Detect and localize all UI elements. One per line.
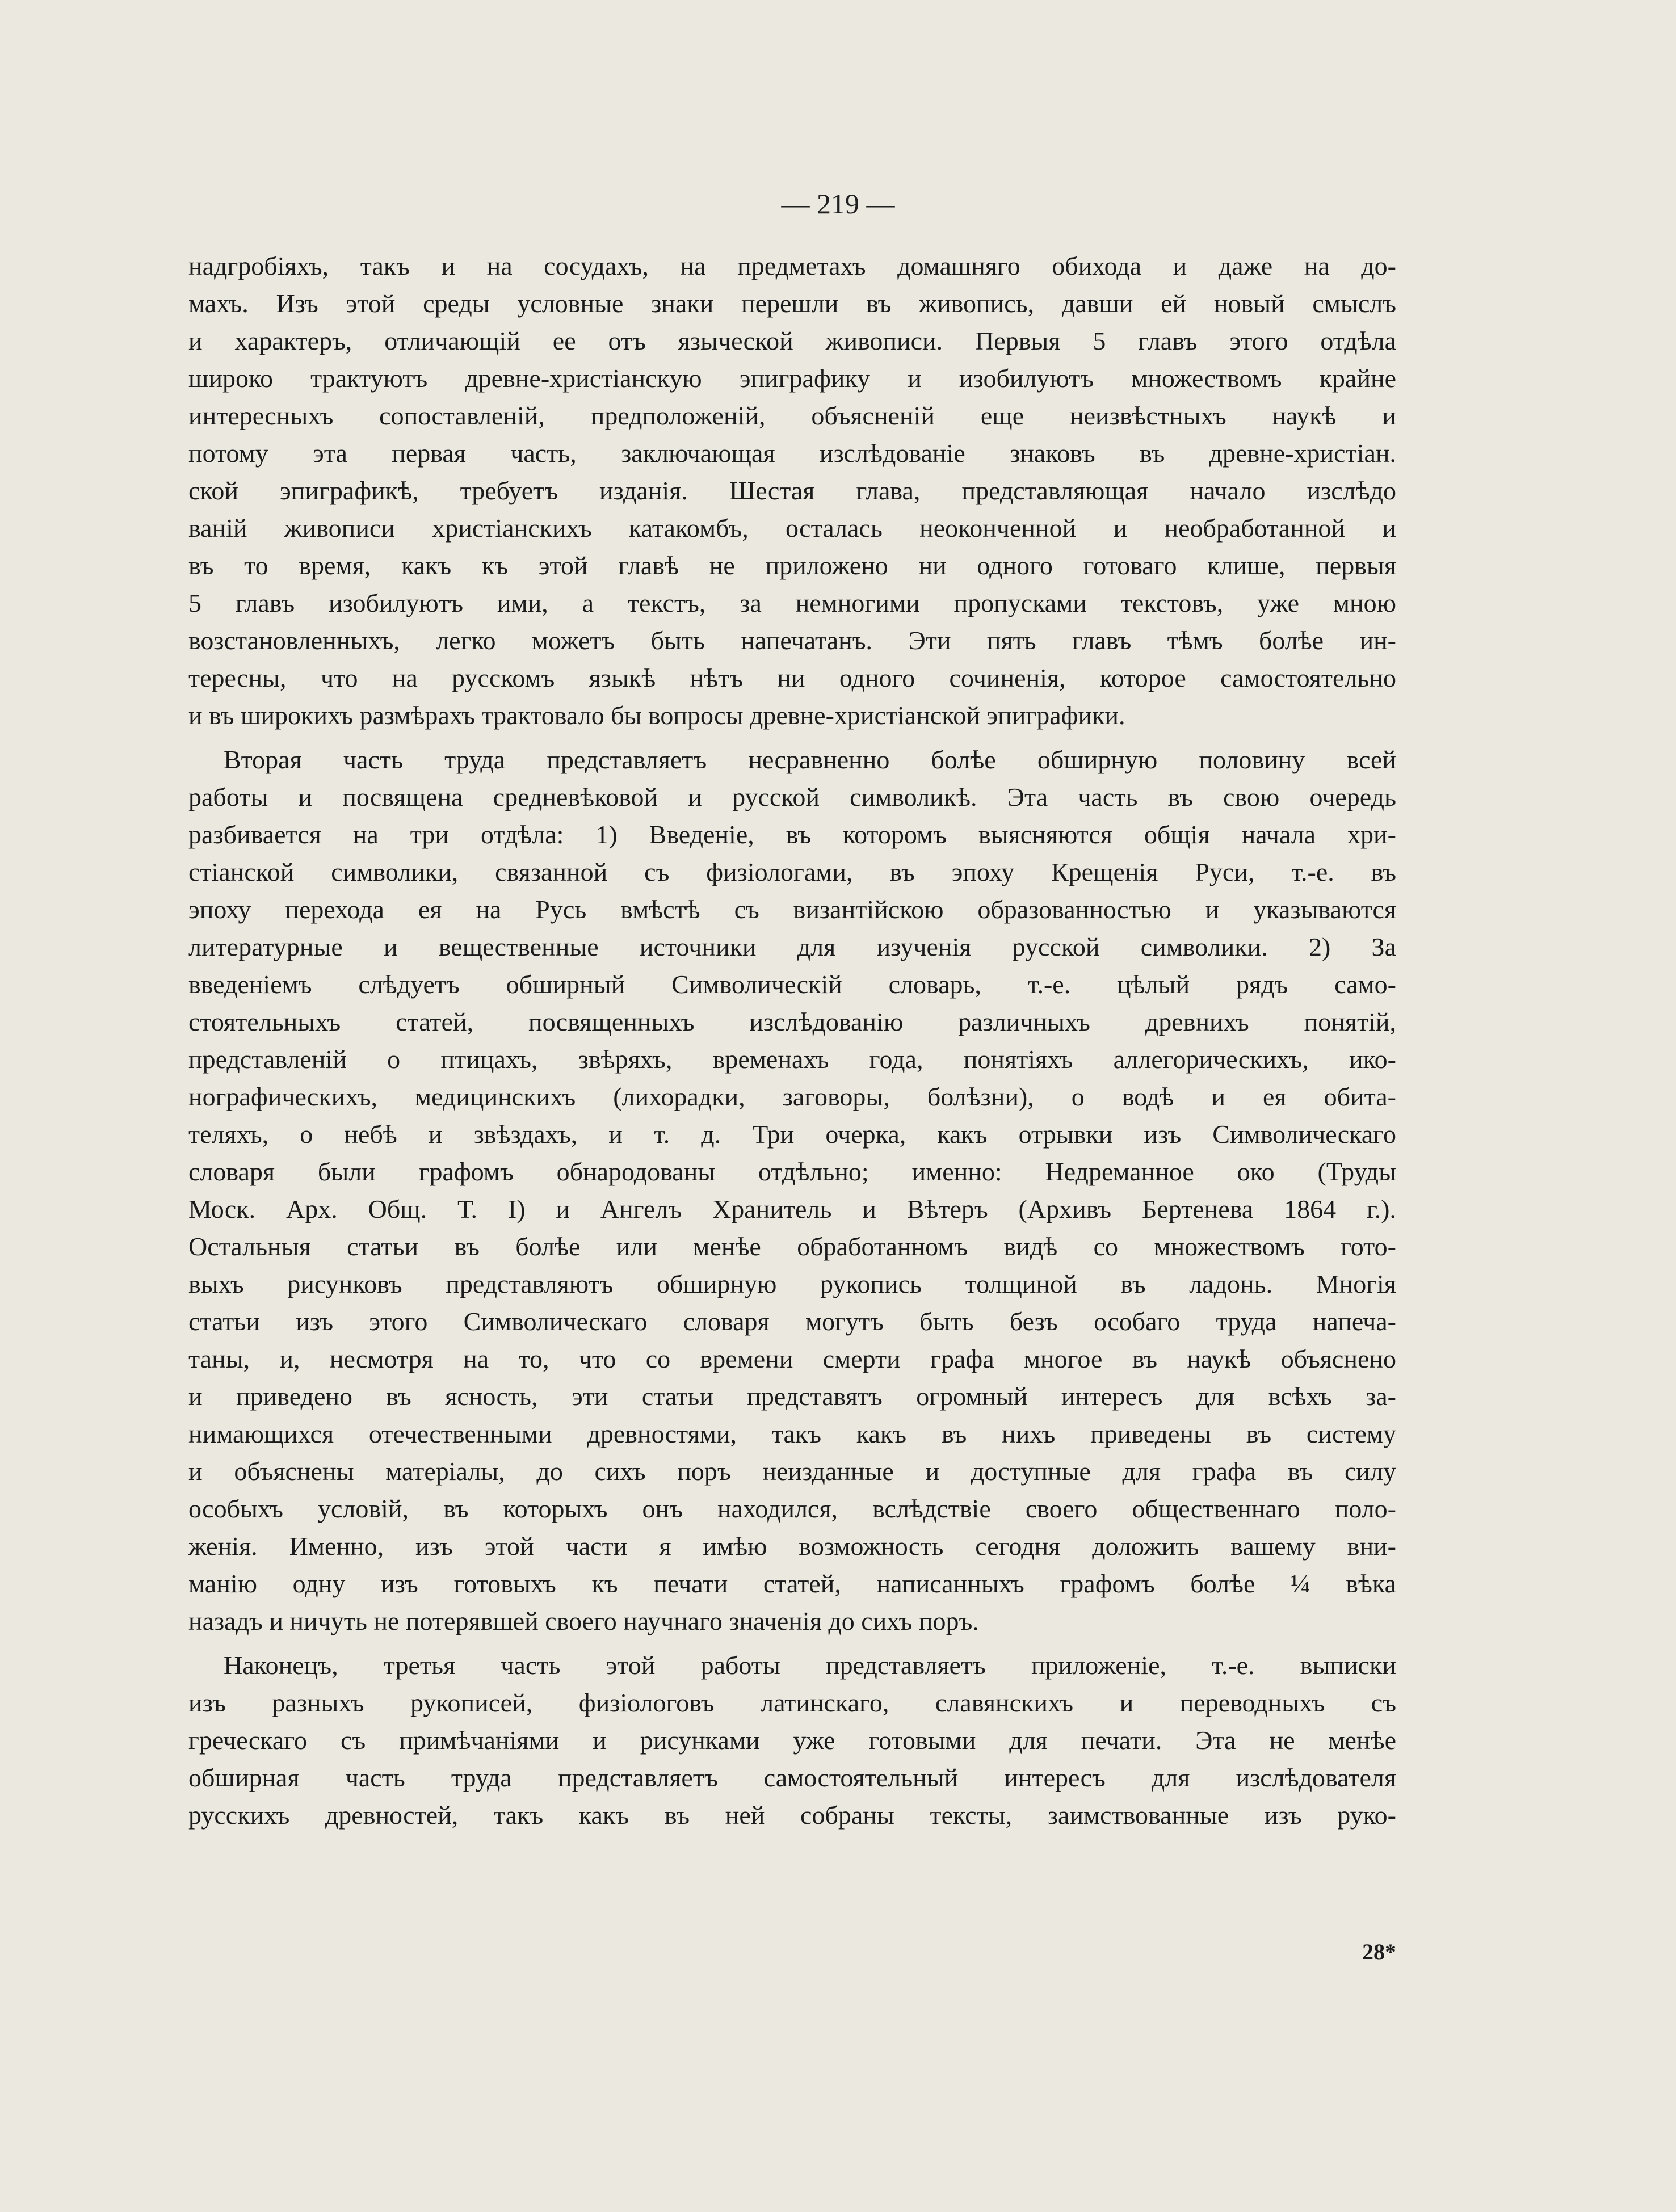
text-line: нографическихъ, медицинскихъ (лихорадки, заговоры, болѣзни), о водѣ и ея обита- (188, 1082, 1396, 1111)
text-line: женія. Именно, изъ этой части я имѣю возможность сегодня доложить вашему вни- (188, 1532, 1396, 1561)
text-line: греческаго съ примѣчаніями и рисунками уже готовыми для печати. Эта не менѣе (188, 1726, 1396, 1755)
text-line: интересныхъ сопоставленій, предположеній, объясненій еще неизвѣстныхъ наукѣ и (188, 401, 1396, 430)
text-line: выхъ рисунковъ представляютъ обширную рукопись толщиной въ ладонь. Многія (188, 1269, 1396, 1298)
text-line: литературные и вещественные источники для изученія русской символики. 2) За (188, 932, 1396, 961)
text-line: широко трактуютъ древне-христіанскую эпиграфику и изобилуютъ множествомъ крайне (188, 364, 1396, 393)
text-line: потому эта первая часть, заключающая изслѣдованіе знаковъ въ древне-христіан. (188, 439, 1396, 468)
text-line: возстановленныхъ, легко можетъ быть напечатанъ. Эти пять главъ тѣмъ болѣе ин- (188, 626, 1396, 655)
text-line: и характеръ, отличающій ее отъ языческой живописи. Первыя 5 главъ этого отдѣла (188, 326, 1396, 355)
paragraph-1 (188, 247, 1396, 734)
text-line: Вторая часть труда представляетъ несравненно болѣе обширную половину всей (224, 745, 1396, 774)
text-line: манію одну изъ готовыхъ къ печати статей, написанныхъ графомъ болѣе ¼ вѣка (188, 1569, 1396, 1598)
text-line: статьи изъ этого Символическаго словаря могутъ быть безъ особаго труда напеча- (188, 1307, 1396, 1336)
text-line: Остальныя статьи въ болѣе или менѣе обработанномъ видѣ со множествомъ гото- (188, 1232, 1396, 1261)
text-line: Моск. Арх. Общ. Т. I) и Ангелъ Хранитель и Вѣтеръ (Архивъ Бертенева 1864 г.). (188, 1195, 1396, 1223)
text-line: тересны, что на русскомъ языкѣ нѣтъ ни одного сочиненія, которое самостоятельно (188, 663, 1396, 692)
paragraph-spacer (188, 1640, 1396, 1647)
page-number: — 219 — (781, 188, 895, 220)
paragraph-2 (188, 741, 1396, 1640)
text-line: русскихъ древностей, такъ какъ въ ней собраны тексты, заимствованные изъ руко- (188, 1801, 1396, 1830)
text-line: особыхъ условій, въ которыхъ онъ находился, вслѣдствіе своего общественнаго поло- (188, 1494, 1396, 1523)
text-line: и объяснены матеріалы, до сихъ поръ неизданные и доступные для графа въ силу (188, 1457, 1396, 1486)
text-line: введеніемъ слѣдуетъ обширный Символическій словарь, т.-е. цѣлый рядъ само- (188, 970, 1396, 999)
text-line: таны, и, несмотря на то, что со времени смерти графа многое въ наукѣ объяснено (188, 1344, 1396, 1373)
text-line: словаря были графомъ обнародованы отдѣльно; именно: Недреманное око (Труды (188, 1157, 1396, 1186)
body-text (188, 247, 1396, 1834)
paragraph-3 (188, 1647, 1396, 1834)
signature-mark: 28* (1362, 1939, 1396, 1965)
text-line: разбивается на три отдѣла: 1) Введеніе, въ которомъ выясняются общія начала хри- (188, 820, 1396, 849)
text-line: и приведено въ ясность, эти статьи представятъ огромный интересъ для всѣхъ за- (188, 1382, 1396, 1411)
text-line: работы и посвящена средневѣковой и русской символикѣ. Эта часть въ свою очередь (188, 783, 1396, 811)
text-line: въ то время, какъ къ этой главѣ не приложено ни одного готоваго клише, первыя (188, 551, 1396, 580)
text-line: нимающихся отечественными древностями, такъ какъ въ нихъ приведены въ систему (188, 1419, 1396, 1448)
text-line: представленій о птицахъ, звѣряхъ, временахъ года, понятіяхъ аллегорическихъ, ико- (188, 1045, 1396, 1074)
text-line: назадъ и ничуть не потерявшей своего научнаго значенія до сихъ поръ. (188, 1607, 979, 1635)
text-line: обширная часть труда представляетъ самостоятельный интересъ для изслѣдователя (188, 1763, 1396, 1792)
text-line: ской эпиграфикѣ, требуетъ изданія. Шестая глава, представляющая начало изслѣдо (188, 476, 1396, 505)
text-line: Наконецъ, третья часть этой работы представляетъ приложеніе, т.-е. выписки (224, 1651, 1396, 1680)
text-line: изъ разныхъ рукописей, физіологовъ латинскаго, славянскихъ и переводныхъ съ (188, 1688, 1396, 1717)
text-line: махъ. Изъ этой среды условные знаки перешли въ живопись, давши ей новый смыслъ (188, 289, 1396, 318)
text-line: стіанской символики, связанной съ физіологами, въ эпоху Крещенія Руси, т.-е. въ (188, 857, 1396, 886)
text-line: теляхъ, о небѣ и звѣздахъ, и т. д. Три очерка, какъ отрывки изъ Символическаго (188, 1120, 1396, 1149)
text-line: стоятельныхъ статей, посвященныхъ изслѣдованію различныхъ древнихъ понятій, (188, 1007, 1396, 1036)
text-line: эпоху перехода ея на Русь вмѣстѣ съ византійскою образованностью и указываются (188, 895, 1396, 924)
text-line: 5 главъ изобилуютъ ими, а текстъ, за немногими пропусками текстовъ, уже мною (188, 588, 1396, 617)
text-line: ваній живописи христіанскихъ катакомбъ, осталась неоконченной и необработанной и (188, 514, 1396, 543)
text-line: надгробіяхъ, такъ и на сосудахъ, на предметахъ домашняго обихода и даже на до- (188, 251, 1396, 280)
paragraph-spacer (188, 734, 1396, 741)
text-line: и въ широкихъ размѣрахъ трактовало бы вопросы древне-христіанской эпиграфики. (188, 701, 1125, 730)
